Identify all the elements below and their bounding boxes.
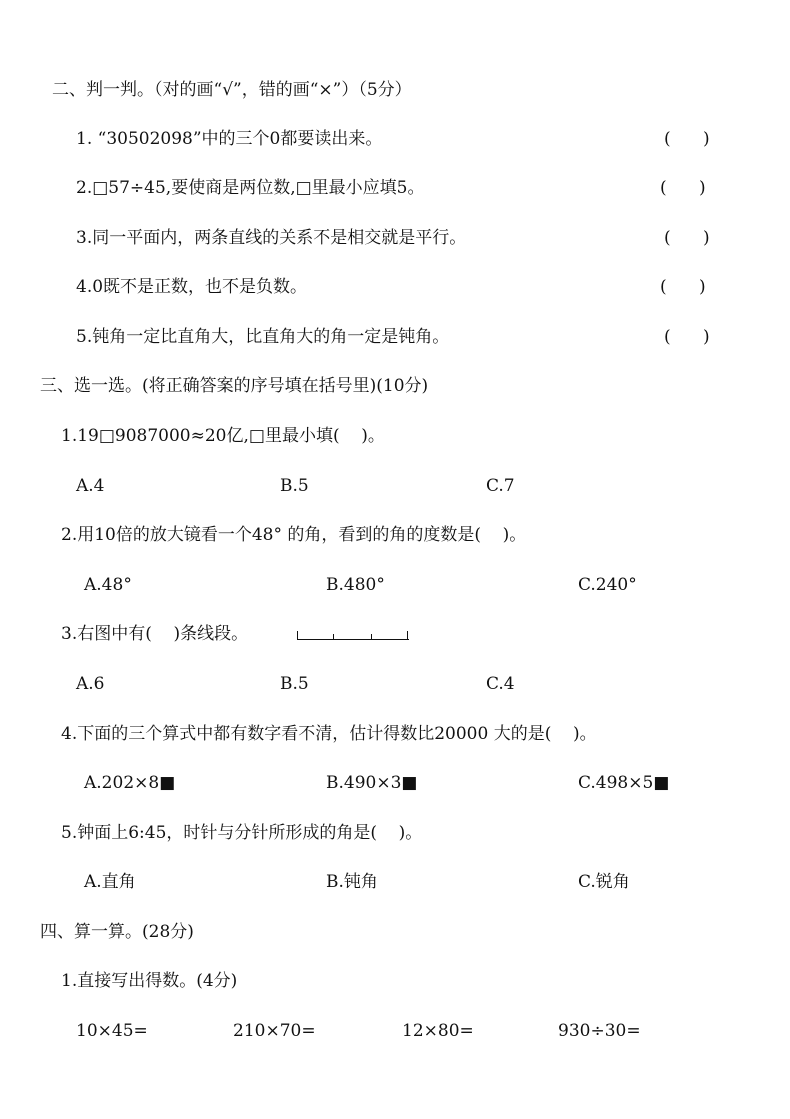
option-q5-a[interactable]: A.直角: [84, 872, 136, 892]
answer-paren-5[interactable]: ( ): [664, 327, 710, 347]
judge-item-5: 5.钝角一定比直角大，比直角大的角一定是钝角。: [76, 327, 450, 347]
section-heading-calculate: 四、算一算。(28分): [40, 922, 194, 942]
answer-paren-4[interactable]: ( ): [660, 277, 706, 297]
segment-tick: [333, 634, 334, 640]
judge-item-4: 4.0既不是正数，也不是负数。: [76, 277, 308, 297]
section-heading-judge: 二、判一判。（对的画“√”，错的画“×”）（5分）: [52, 80, 412, 100]
calc-subheading: 1.直接写出得数。(4分): [61, 971, 238, 991]
segment-tick: [371, 634, 372, 640]
option-q3-a[interactable]: A.6: [76, 674, 105, 694]
choice-question-3: 3.右图中有( )条线段。: [61, 624, 249, 644]
option-q2-a[interactable]: A.48°: [84, 575, 132, 595]
option-q5-b[interactable]: B.钝角: [326, 872, 378, 892]
choice-question-1: 1.19□9087000≈20亿,□里最小填( )。: [61, 426, 385, 446]
answer-paren-2[interactable]: ( ): [660, 178, 706, 198]
judge-item-2: 2.□57÷45,要使商是两位数,□里最小应填5。: [76, 178, 425, 198]
option-q3-c[interactable]: C.4: [486, 674, 515, 694]
option-q4-b[interactable]: B.490×3■: [326, 773, 418, 793]
choice-question-4: 4.下面的三个算式中都有数字看不清，估计得数比20000 大的是( )。: [61, 724, 597, 744]
segment-base-line: [297, 639, 409, 640]
choice-question-2: 2.用10倍的放大镜看一个48° 的角，看到的角的度数是( )。: [61, 525, 527, 545]
calc-item-2: 210×70=: [233, 1021, 316, 1041]
calc-item-1: 10×45=: [76, 1021, 148, 1041]
option-q5-c[interactable]: C.锐角: [578, 872, 630, 892]
section-heading-choose: 三、选一选。(将正确答案的序号填在括号里)(10分): [40, 376, 429, 396]
option-q4-c[interactable]: C.498×5■: [578, 773, 670, 793]
calc-item-3: 12×80=: [402, 1021, 474, 1041]
judge-item-3: 3.同一平面内，两条直线的关系不是相交就是平行。: [76, 228, 467, 248]
segment-tick: [407, 631, 408, 640]
option-q4-a[interactable]: A.202×8■: [84, 773, 176, 793]
line-segment-figure: [297, 628, 409, 642]
option-q1-c[interactable]: C.7: [486, 476, 515, 496]
segment-tick: [297, 631, 298, 640]
option-q3-b[interactable]: B.5: [280, 674, 309, 694]
option-q1-b[interactable]: B.5: [280, 476, 309, 496]
answer-paren-3[interactable]: ( ): [664, 228, 710, 248]
option-q2-c[interactable]: C.240°: [578, 575, 637, 595]
answer-paren-1[interactable]: ( ): [664, 129, 710, 149]
option-q1-a[interactable]: A.4: [76, 476, 105, 496]
calc-item-4: 930÷30=: [558, 1021, 641, 1041]
option-q2-b[interactable]: B.480°: [326, 575, 385, 595]
choice-question-5: 5.钟面上6:45，时针与分针所形成的角是( )。: [61, 823, 423, 843]
judge-item-1: 1. “30502098”中的三个0都要读出来。: [76, 129, 383, 149]
